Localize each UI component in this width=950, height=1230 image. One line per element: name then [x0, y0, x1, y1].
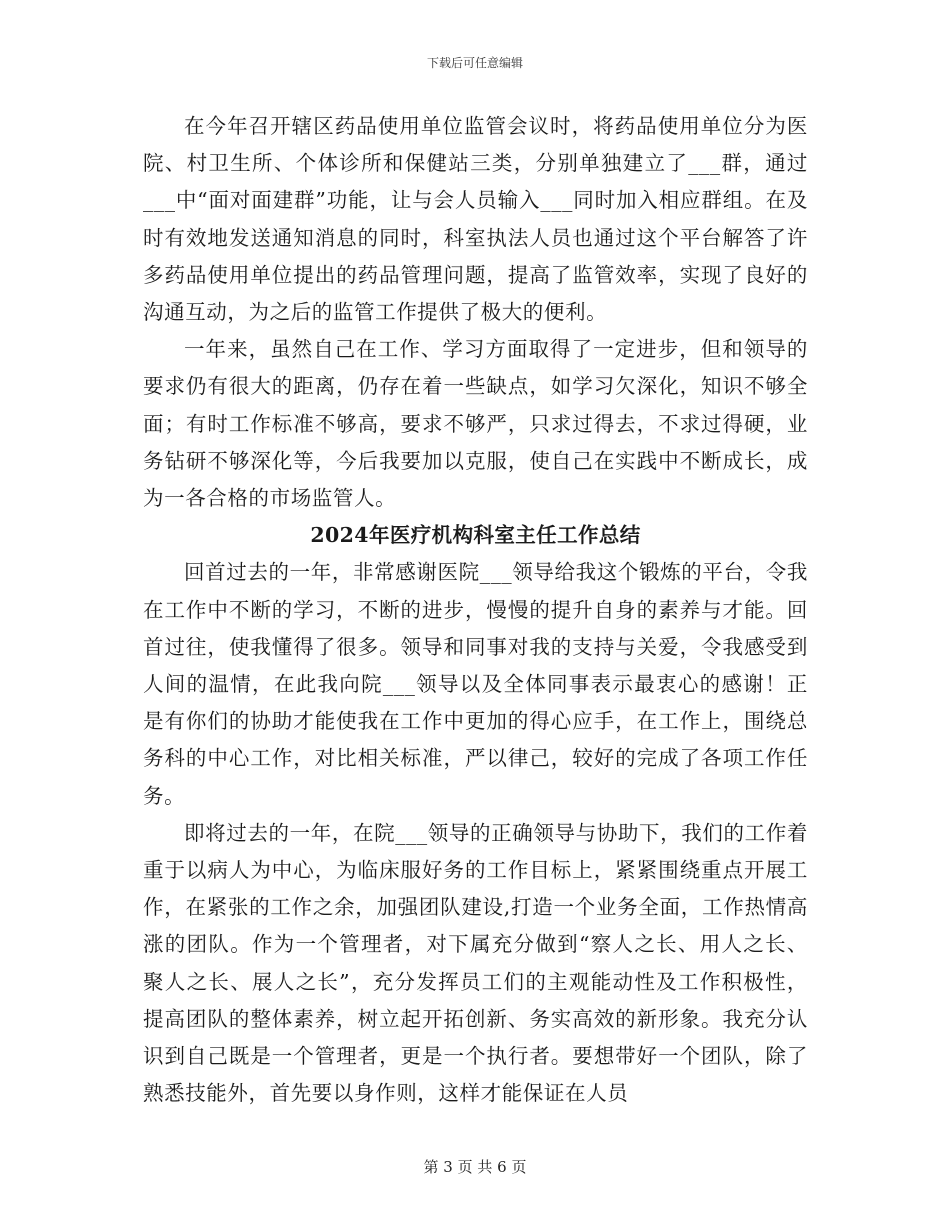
paragraph-self-assessment: 一年来，虽然自己在工作、学习方面取得了一定进步，但和领导的要求仍有很大的距离，仍存在着一些缺点，如学习欠深化，知识不够全面；有时工作标准不够高，要求不够严，只求过得去，不求过得硬，业务钻研不够深化等，今后我要加以克服，使自己在实践中不断成长，成为一各合格的市场监管人。: [143, 337, 808, 511]
section-title: 2024年医疗机构科室主任工作总结: [310, 523, 641, 548]
paragraph-drug-supervision: 在今年召开辖区药品使用单位监管会议时，将药品使用单位分为医院、村卫生所、个体诊所和保健站三类，分别单独建立了___群，通过___中“面对面建群”功能，让与会人员输入___同时加入相应群组。在及时有效地发送通知消息的同时，科室执法人员也通过这个平台解答了许多药品使用单位提出的药品管理问题，提高了监管效率，实现了良好的沟通互动，为之后的监管工作提供了极大的便利。: [143, 114, 808, 325]
document-body: [143, 108, 808, 1112]
paragraph-gratitude: 回首过去的一年，非常感谢医院___领导给我这个锻炼的平台，令我在工作中不断的学习，不断的进步，慢慢的提升自身的素养与才能。回首过往，使我懂得了很多。领导和同事对我的支持与关爱，令我感受到人间的温情，在此我向院___领导以及全体同事表示最衷心的感谢！正是有你们的协助才能使我在工作中更加的得心应手，在工作上，围绕总务科的中心工作，对比相关标准，严以律己，较好的完成了各项工作任务。: [143, 560, 808, 808]
page-number: 第 3 页 共 6 页: [423, 1158, 527, 1176]
page-header: 下载后可任意编辑: [426, 56, 523, 70]
paragraph-team-building: 即将过去的一年，在院___领导的正确领导与协助下，我们的工作着重于以病人为中心，为临床服好务的工作目标上，紧紧围绕重点开展工作，在紧张的工作之余，加强团队建设,打造一个业务全面，工作热情高涨的团队。作为一个管理者，对下属充分做到“察人之长、用人之长、聚人之长、展人之长”，充分发挥员工们的主观能动性及工作积极性，提高团队的整体素养，树立起开拓创新、务实高效的新形象。我充分认识到自己既是一个管理者，更是一个执行者。要想带好一个团队，除了熟悉技能外，首先要以身作则，这样才能保证在人员: [143, 820, 808, 1106]
